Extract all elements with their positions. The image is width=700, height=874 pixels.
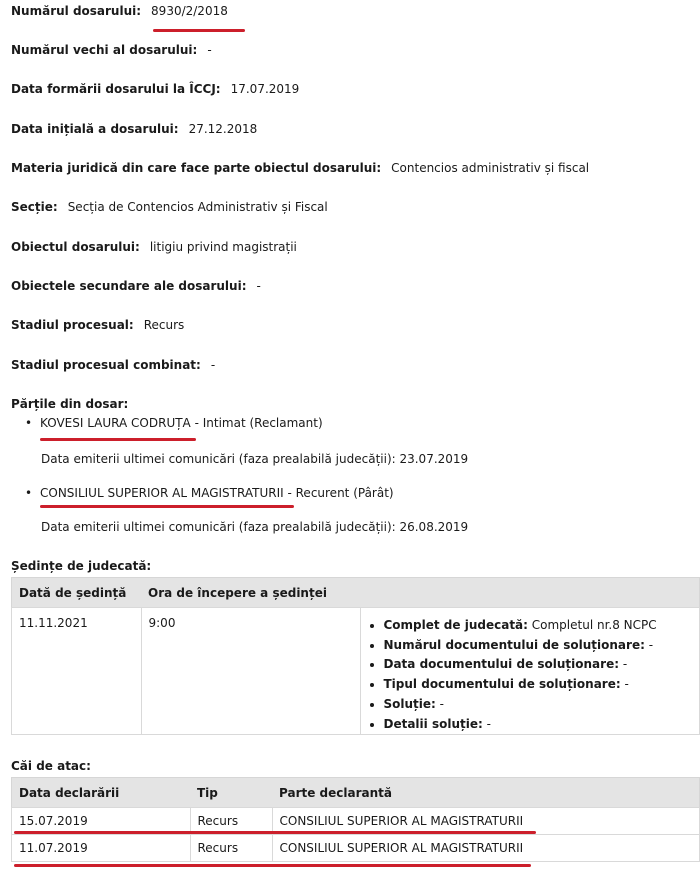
column-header: Dată de ședință — [12, 578, 142, 608]
list-item — [384, 675, 693, 695]
field-secondary-objects — [11, 279, 261, 293]
annotation-underline-case-number — [153, 29, 245, 32]
list-item — [384, 616, 693, 636]
party-item — [25, 416, 323, 430]
detail-value: - — [482, 716, 491, 731]
party-name: KOVESI LAURA CODRUȚA — [40, 416, 191, 430]
hearing-time: 9:00 — [141, 608, 360, 735]
procedural-stage-value: Recurs — [143, 318, 185, 332]
case-object-value: litigiu privind magistrații — [149, 240, 297, 254]
combined-stage-value: - — [210, 358, 216, 372]
appeals-table — [11, 777, 700, 862]
appeal-date: 11.07.2019 — [12, 835, 191, 862]
detail-value: - — [619, 657, 628, 672]
party-role: - Recurent (Pârât) — [283, 486, 394, 500]
detail-label: Soluție: — [383, 696, 436, 711]
combined-stage-label: Stadiul procesual combinat: — [11, 358, 201, 372]
initial-date-value: 27.12.2018 — [188, 122, 258, 136]
list-item — [384, 695, 693, 715]
old-case-number-value: - — [207, 43, 212, 57]
field-formation-date — [11, 82, 299, 96]
legal-matter-label: Materia juridică din care face parte obiectul dosarului: — [11, 161, 382, 175]
section-label: Secție: — [11, 200, 58, 214]
initial-date-label: Data inițială a dosarului: — [11, 122, 179, 136]
secondary-objects-label: Obiectele secundare ale dosarului: — [11, 279, 247, 293]
parties-title: Părțile din dosar: — [11, 397, 129, 411]
case-object-label: Obiectul dosarului: — [11, 240, 140, 254]
field-old-case-number — [11, 43, 212, 57]
party-role: - Intimat (Reclamant) — [190, 416, 323, 430]
detail-label: Detalii soluție: — [383, 716, 483, 731]
detail-value: - — [644, 637, 654, 652]
case-number-value: 8930/2/2018 — [151, 4, 228, 18]
procedural-stage-label: Stadiul procesual: — [11, 318, 134, 332]
secondary-objects-value: - — [256, 279, 261, 293]
field-combined-stage — [11, 358, 215, 372]
appeal-date: 15.07.2019 — [12, 808, 191, 835]
table-row — [12, 608, 700, 735]
detail-label: Numărul documentului de soluționare: — [383, 637, 645, 652]
appeal-party: CONSILIUL SUPERIOR AL MAGISTRATURII — [272, 835, 700, 862]
column-header: Tip — [190, 778, 272, 808]
annotation-underline-appeal — [14, 831, 536, 834]
annotation-underline-appeal — [14, 864, 531, 867]
party-communication-note: Data emiterii ultimei comunicări (faza prealabilă judecății): 26.08.2019 — [41, 520, 469, 534]
table-header-row — [12, 578, 700, 608]
section-value: Secția de Contencios Administrativ și Fiscal — [67, 200, 328, 214]
detail-label: Complet de judecată: — [383, 618, 528, 632]
hearings-title: Ședințe de judecată: — [11, 559, 152, 573]
legal-matter-value: Contencios administrativ și fiscal — [391, 161, 590, 175]
detail-label: Tipul documentului de soluționare: — [383, 677, 621, 692]
old-case-number-label: Numărul vechi al dosarului: — [11, 43, 198, 57]
bullet-icon: • — [25, 486, 33, 500]
detail-value: Completul nr.8 NCPC — [527, 618, 657, 632]
bullet-icon: • — [25, 416, 33, 430]
column-header: Data declarării — [12, 778, 191, 808]
party-item — [25, 486, 394, 500]
column-header: Parte declarantă — [272, 778, 700, 808]
hearings-table — [11, 577, 700, 735]
formation-date-value: 17.07.2019 — [230, 82, 300, 96]
field-case-object — [11, 240, 297, 254]
appeal-type: Recurs — [190, 808, 272, 835]
detail-label: Data documentului de soluționare: — [383, 657, 620, 672]
appeal-party: CONSILIUL SUPERIOR AL MAGISTRATURII — [272, 808, 700, 835]
list-item — [384, 715, 693, 735]
list-item — [384, 655, 693, 675]
hearing-details — [360, 608, 700, 735]
party-communication-note: Data emiterii ultimei comunicări (faza prealabilă judecății): 23.07.2019 — [41, 452, 469, 466]
party-name: CONSILIUL SUPERIOR AL MAGISTRATURII — [40, 486, 284, 500]
list-item — [384, 636, 693, 656]
annotation-underline-party — [40, 505, 294, 508]
hearing-details-list — [368, 616, 693, 734]
field-initial-date — [11, 122, 257, 136]
case-number-label: Numărul dosarului: — [11, 4, 142, 18]
field-section — [11, 200, 328, 214]
table-header-row — [12, 778, 700, 808]
column-header — [360, 578, 700, 608]
appeals-title: Căi de atac: — [11, 759, 91, 773]
formation-date-label: Data formării dosarului la ÎCCJ: — [11, 82, 221, 96]
appeal-type: Recurs — [190, 835, 272, 862]
annotation-underline-party — [40, 438, 196, 441]
hearing-date: 11.11.2021 — [12, 608, 142, 735]
field-procedural-stage — [11, 318, 184, 332]
detail-value: - — [435, 696, 444, 711]
table-row — [12, 835, 700, 862]
field-legal-matter — [11, 161, 589, 175]
detail-value: - — [620, 677, 629, 692]
column-header: Ora de începere a ședinței — [141, 578, 360, 608]
field-case-number — [11, 4, 228, 18]
